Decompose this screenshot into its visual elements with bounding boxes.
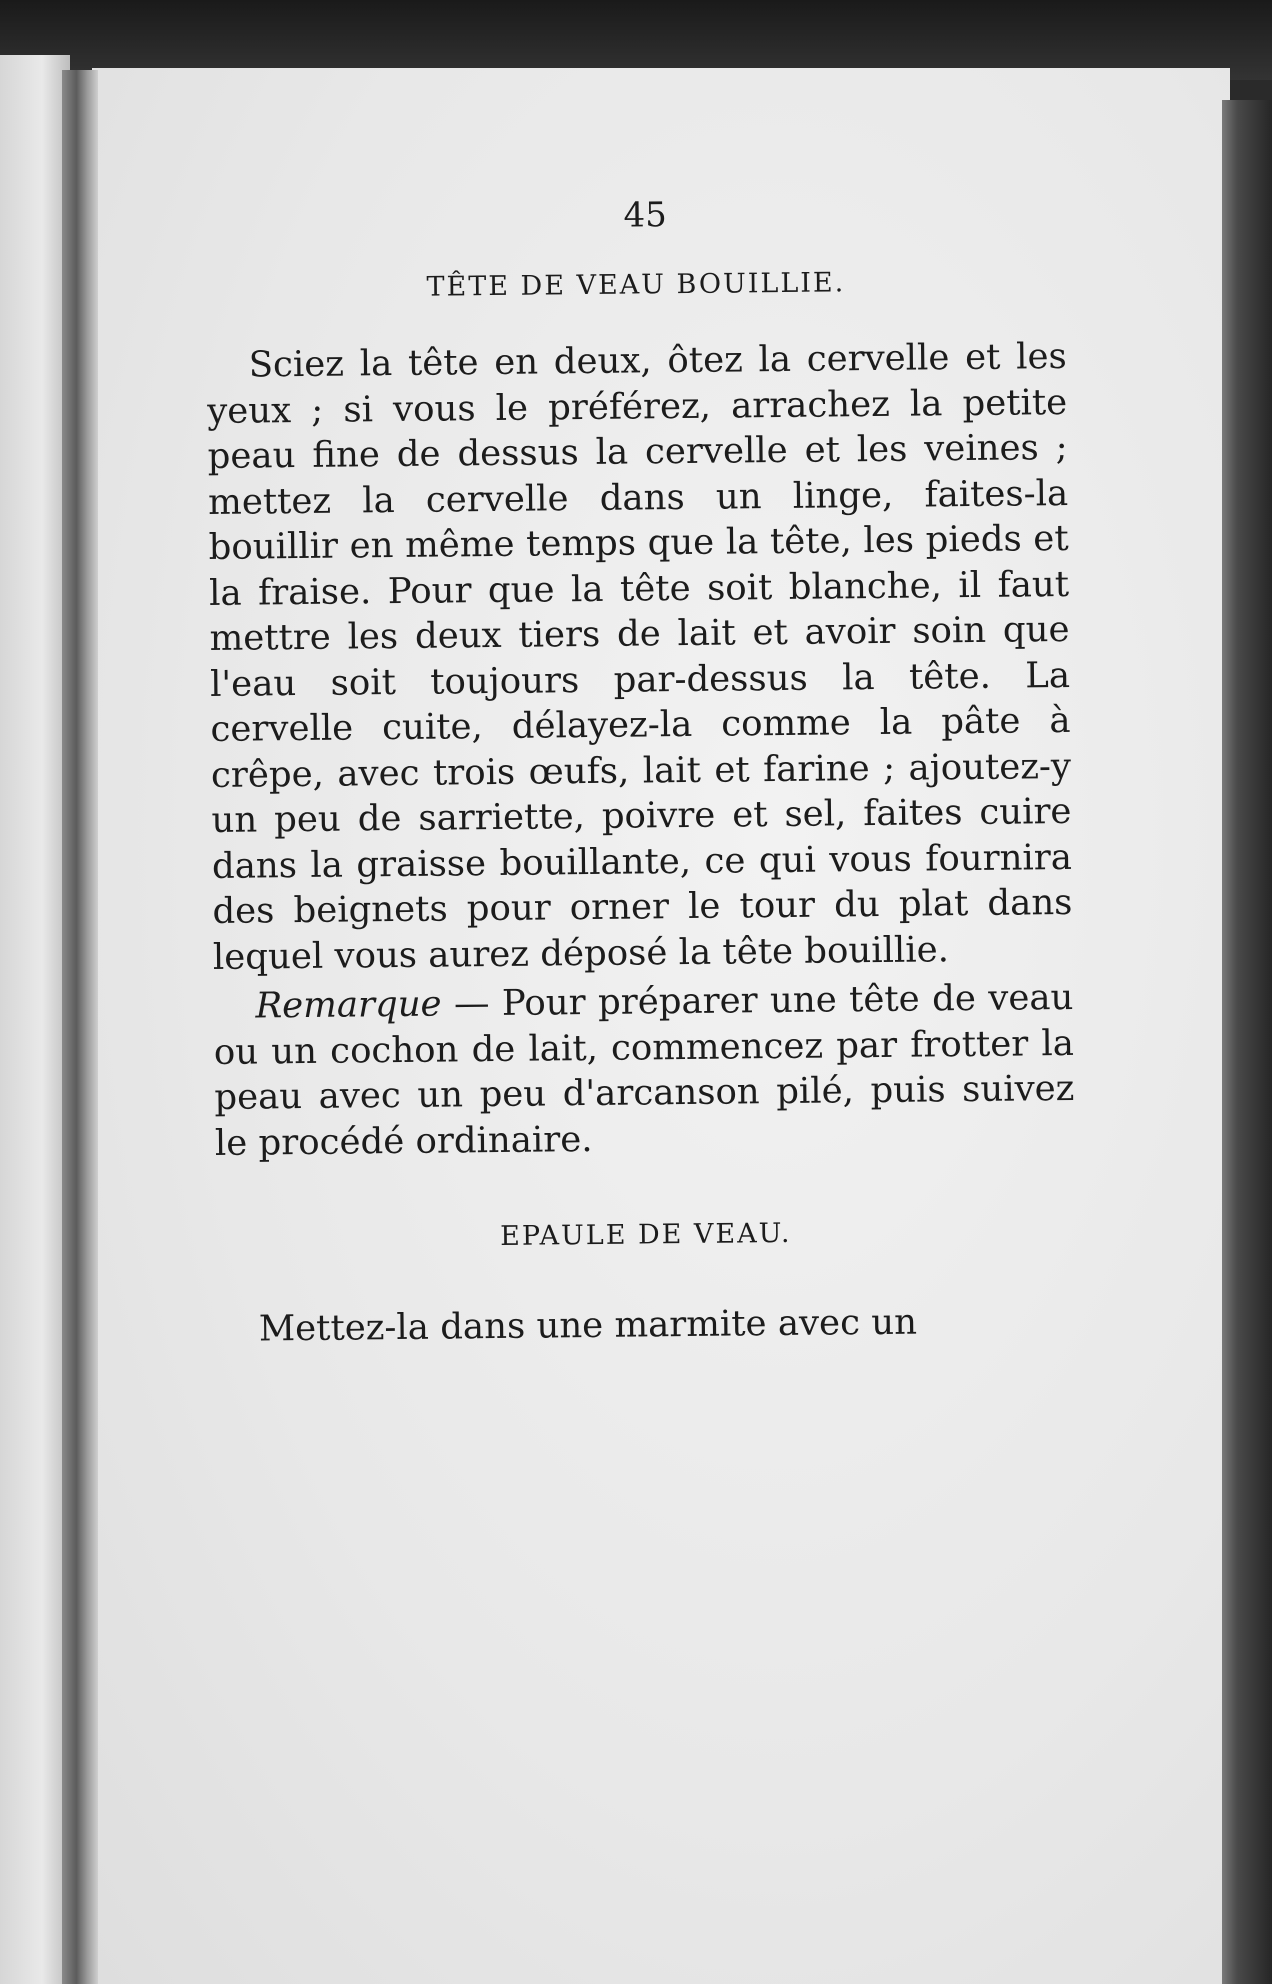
- page-number: 45: [623, 195, 668, 236]
- section-title-tete-de-veau: TÊTE DE VEAU BOUILLIE.: [426, 267, 846, 303]
- remark-text: — Pour préparer une tête de veau ou un cochon de lait, commencez par frotter la peau avec un peu d'arcanson pilé, puis suivez le procédé ordinaire.: [213, 976, 1075, 1164]
- recipe-paragraph: Sciez la tête en deux, ôtez la cervelle et les yeux ; si vous le préférez, arrachez la petite peau fine de dessus la cervelle et les veines ; mettez la cervelle dans un linge, faites-la bouillir en même temps que la tête, les pieds et la fraise. Pour que la tête soit blanche, il faut mettre les deux tiers de lait et avoir soin que l'eau soit toujours par-dessus la tête. La cervelle cuite, délayez-la comme la pâte à crêpe, avec trois œufs, lait et farine ; ajoutez-y un peu de sarriette, poivre et sel, faites cuire dans la graisse bouillante, ce qui vous fournira des beignets pour orner le tour du plat dans lequel vous aurez déposé la tête bouillie.: [206, 335, 1073, 978]
- remark-label: Remarque: [255, 983, 442, 1027]
- remark-paragraph: [213, 975, 1075, 1166]
- page-text: [205, 191, 1077, 1352]
- left-facing-page-edge: [0, 55, 70, 1984]
- book-gutter: [62, 70, 98, 1984]
- recipe-paragraph-epaule: Mettez-la dans une marmite avec un: [258, 1301, 918, 1350]
- page-stack-edge: [1222, 100, 1272, 1984]
- section-title-epaule-de-veau: EPAULE DE VEAU.: [500, 1217, 792, 1252]
